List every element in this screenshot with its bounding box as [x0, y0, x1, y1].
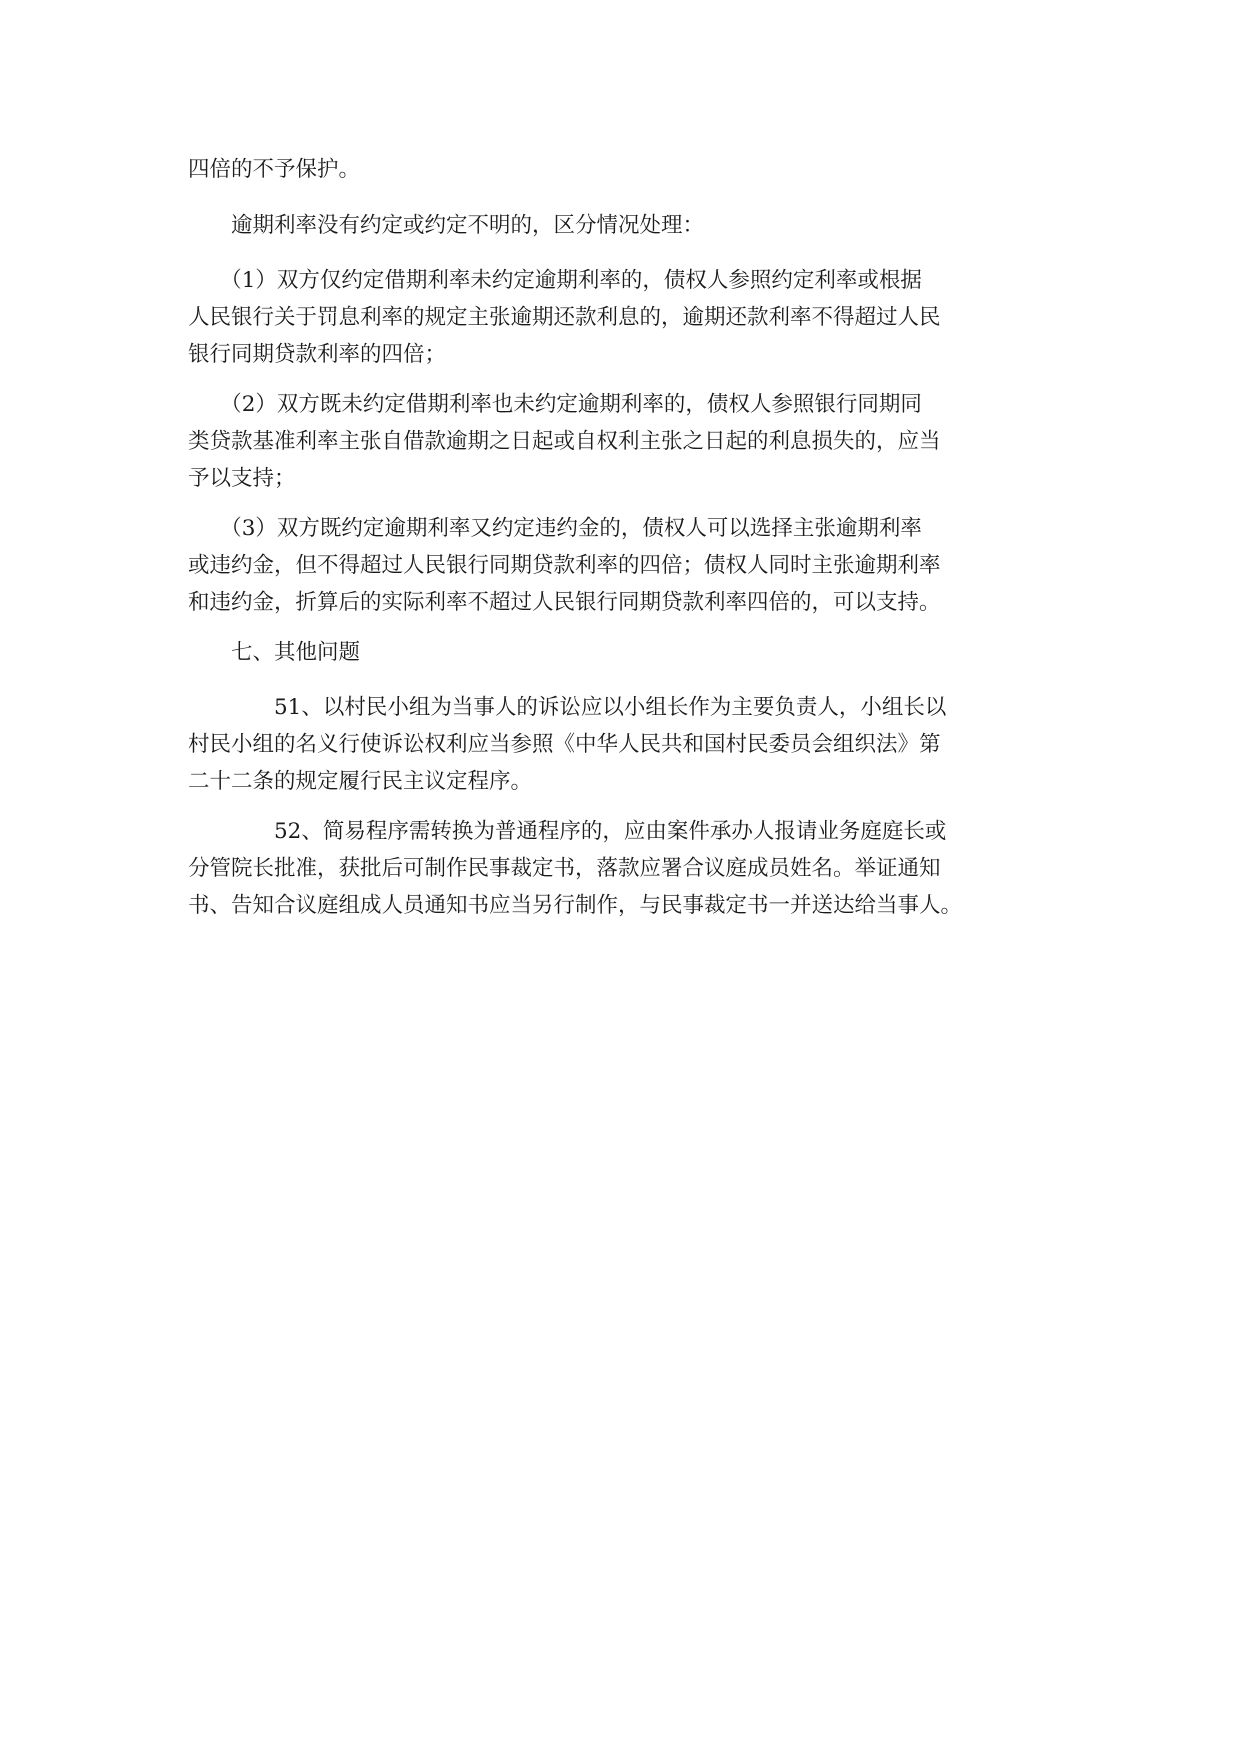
paragraph-case-2: （2）双方既未约定借期利率也未约定逾期利率的，债权人参照银行同期同 类贷款基准利率主张自借款逾期之日起或自权利主张之日起的利息损失的，应当 予以支持； — [188, 392, 941, 491]
paragraph-protection-limit: 四倍的不予保护。 — [188, 157, 361, 182]
section-heading-other-issues: 七、其他问题 — [188, 640, 361, 665]
paragraph-article-52: 52、简易程序需转换为普通程序的，应由案件承办人报请业务庭庭长或 分管院长批准，获批后可制作民事裁定书，落款应署合议庭成员姓名。举证通知 书、告知合议庭组成人员通知书应当另行制作，与民事裁定书一并送达给当事人。 — [188, 819, 963, 918]
paragraph-case-1: （1）双方仅约定借期利率未约定逾期利率的，债权人参照约定利率或根据 人民银行关于罚息利率的规定主张逾期还款利息的，逾期还款利率不得超过人民 银行同期贷款利率的四倍； — [188, 268, 941, 367]
paragraph-overdue-rate-intro: 逾期利率没有约定或约定不明的，区分情况处理： — [188, 213, 705, 238]
paragraph-article-51: 51、以村民小组为当事人的诉讼应以小组长作为主要负责人，小组长以 村民小组的名义行使诉讼权利应当参照《中华人民共和国村民委员会组织法》第 二十二条的规定履行民主议定程序。 — [188, 695, 947, 794]
paragraph-case-3: （3）双方既约定逾期利率又约定违约金的，债权人可以选择主张逾期利率 或违约金，但不得超过人民银行同期贷款利率的四倍；债权人同时主张逾期利率 和违约金，折算后的实际利率不超过人民银行同期贷款利率四倍的，可以支持。 — [188, 516, 941, 615]
